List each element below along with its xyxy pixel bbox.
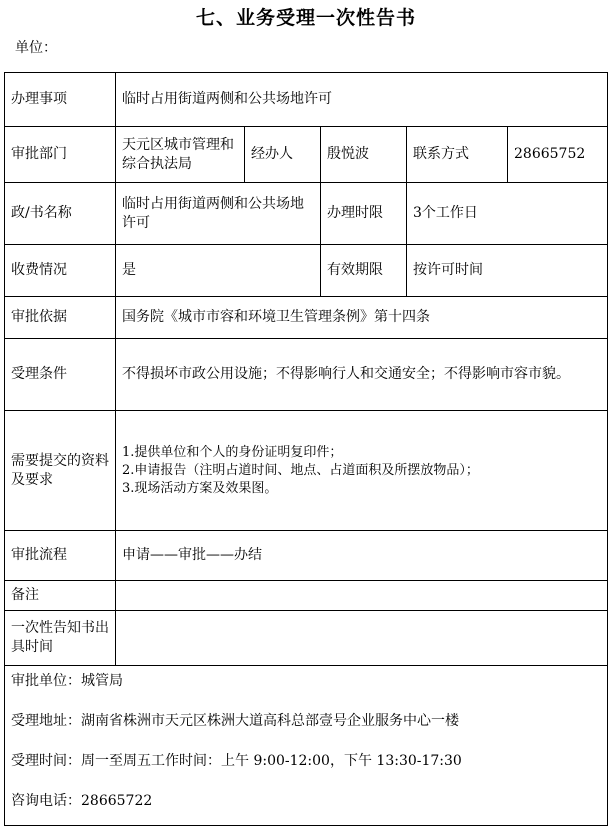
label-materials: 需要提交的资料及要求 [5, 411, 116, 531]
label-issue-time: 一次性告知书出具时间 [5, 611, 116, 666]
row-basis [5, 297, 608, 339]
label-flow: 审批流程 [5, 531, 116, 581]
value-fee: 是 [116, 245, 321, 297]
value-remark [116, 581, 608, 611]
page-title: 七、业务受理一次性告书 [195, 7, 416, 29]
value-materials [116, 411, 608, 531]
footer-hours: 受理时间：周一至周五工作时间：上午 9:00-12:00，下午 13:30-17:30 [11, 753, 462, 769]
value-valid: 按许可时间 [407, 245, 608, 297]
value-contact: 28665752 [508, 127, 608, 183]
material-item: 3.现场活动方案及效果图。 [122, 480, 278, 496]
row-condition [5, 339, 608, 411]
value-handler: 殷悦波 [321, 127, 407, 183]
value-condition: 不得损坏市政公用设施；不得影响行人和交通安全；不得影响市容市貌。 [116, 339, 608, 411]
label-item: 办理事项 [5, 73, 116, 127]
label-condition: 受理条件 [5, 339, 116, 411]
footer-approval-unit: 审批单位：城管局 [11, 673, 123, 689]
footer-phone: 咨询电话：28665722 [11, 793, 153, 809]
value-item: 临时占用街道两侧和公共场地许可 [116, 73, 608, 127]
row-issue-time [5, 611, 608, 666]
label-valid: 有效期限 [321, 245, 407, 297]
value-limit: 3个工作日 [407, 183, 608, 245]
value-basis: 国务院《城市市容和环境卫生管理条例》第十四条 [116, 297, 608, 339]
label-basis: 审批依据 [5, 297, 116, 339]
material-item: 1.提供单位和个人的身份证明复印件； [122, 444, 343, 460]
row-name [5, 183, 608, 245]
info-table [4, 72, 608, 826]
row-dept [5, 127, 608, 183]
row-footer [5, 666, 608, 826]
footer-info [5, 666, 608, 826]
row-item [5, 73, 608, 127]
row-fee [5, 245, 608, 297]
label-limit: 办理时限 [321, 183, 407, 245]
value-flow: 申请——审批——办结 [116, 531, 608, 581]
value-name: 临时占用街道两侧和公共场地许可 [116, 183, 321, 245]
label-remark: 备注 [5, 581, 116, 611]
label-fee: 收费情况 [5, 245, 116, 297]
row-remark [5, 581, 608, 611]
footer-address: 受理地址：湖南省株洲市天元区株洲大道高科总部壹号企业服务中心一楼 [11, 713, 459, 729]
label-dept: 审批部门 [5, 127, 116, 183]
value-issue-time [116, 611, 608, 666]
value-dept: 天元区城市管理和综合执法局 [116, 127, 245, 183]
label-name: 政/书名称 [5, 183, 116, 245]
label-handler: 经办人 [245, 127, 321, 183]
row-flow [5, 531, 608, 581]
material-item: 2.申请报告（注明占道时间、地点、占道面积及所摆放物品）； [122, 462, 479, 478]
unit-label: 单位： [15, 40, 57, 56]
row-materials [5, 411, 608, 531]
label-contact: 联系方式 [407, 127, 508, 183]
